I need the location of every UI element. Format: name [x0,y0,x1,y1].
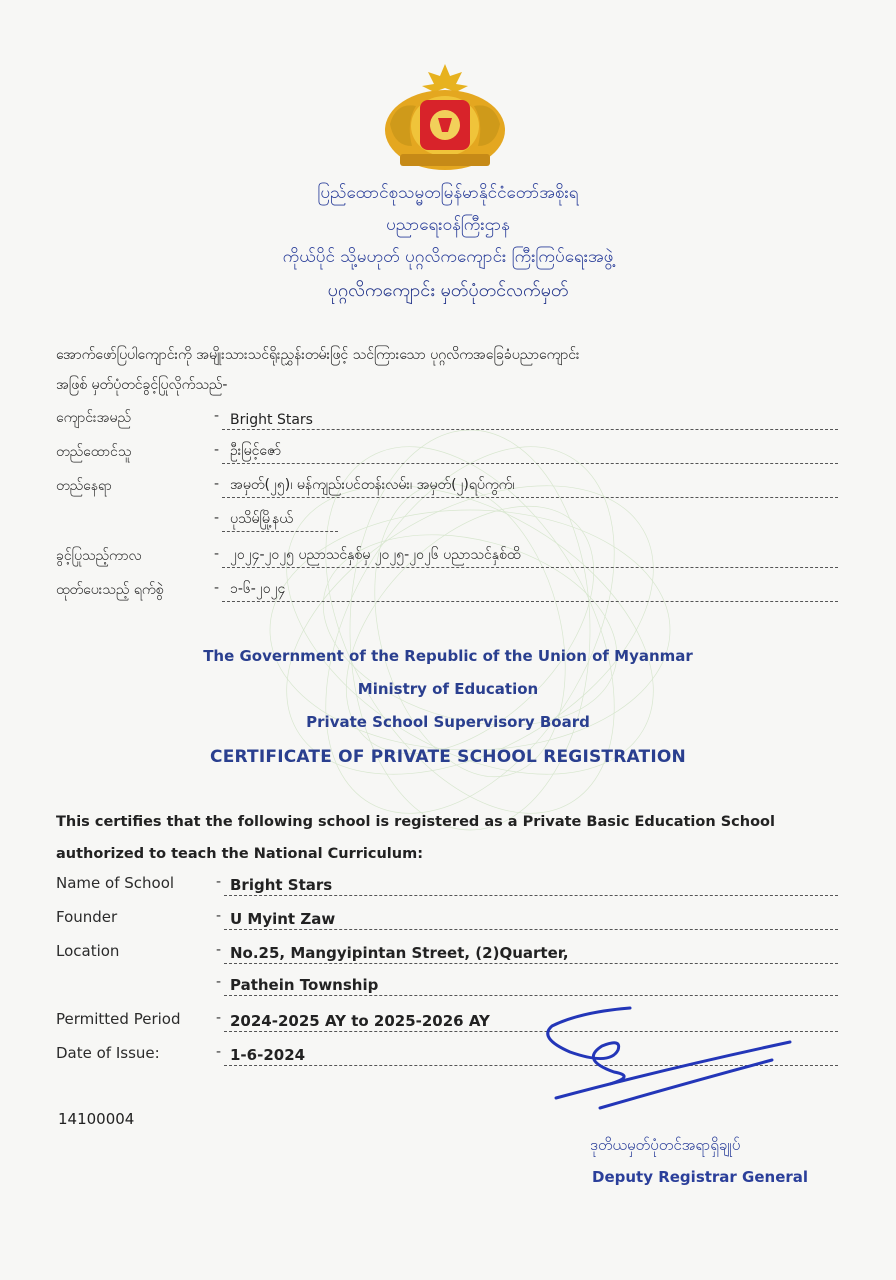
english-field-school-name: Name of School - Bright Stars [56,870,838,898]
field-label: တည်ထောင်သူ [56,444,132,460]
english-board-heading: Private School Supervisory Board [306,713,590,731]
field-underline [224,929,838,930]
field-value: ၁-၆-၂၀၂၄ [230,581,286,597]
english-field-founder: Founder - U Myint Zaw [56,904,838,932]
field-label: Location [56,942,120,960]
english-ministry-heading: Ministry of Education [357,680,539,698]
serial-number: 14100004 [58,1110,135,1128]
myanmar-field-date-of-issue: ထုတ်ပေးသည့် ရက်စွဲ - ၁-၆-၂၀၂၄ [56,576,838,604]
english-body-line-1: This certifies that the following school is registered as a Private Basic Education School [56,814,775,830]
field-label: Date of Issue: [56,1044,160,1062]
field-value: Bright Stars [230,876,333,894]
field-value: Pathein Township [230,976,379,994]
field-value: 2024-2025 AY to 2025-2026 AY [230,1012,490,1030]
field-underline [222,531,338,532]
field-value: ၂၀၂၄-၂၀၂၅ ပညာသင်နှစ်မှ ၂၀၂၅-၂၀၂၆ ပညာသင်နှစ်ထိ [230,547,521,563]
field-label: Permitted Period [56,1010,181,1028]
field-label: Name of School [56,874,175,892]
myanmar-body-line-1: အောက်ဖော်ပြပါကျောင်းကို အမျိုးသားသင်ရိုးညွှန်းတမ်းဖြင့် သင်ကြားသော ပုဂ္ဂလိကအခြေခံပညာကျောင်း [56,347,580,363]
english-field-date-of-issue: Date of Issue: - 1-6-2024 [56,1040,838,1068]
myanmar-certificate-title: ပုဂ္ဂလိကကျောင်း မှတ်ပုံတင်လက်မှတ် [327,280,569,301]
signatory-title-english: Deputy Registrar General [592,1168,809,1186]
myanmar-field-location: တည်နေရာ - အမှတ်(၂၅)၊ မန်ကျည်းပင်တန်းလမ်း၊ အမှတ်(၂)ရပ်ကွက်၊ [56,472,838,500]
field-value: Bright Stars [230,412,313,428]
myanmar-field-founder: တည်ထောင်သူ - ဦးမြင့်ဇော် [56,438,838,466]
field-underline [224,895,838,896]
myanmar-field-school-name: ကျောင်းအမည် - Bright Stars [56,404,838,432]
field-underline [222,567,838,568]
field-value: No.25, Mangyipintan Street, (2)Quarter, [230,944,569,962]
field-label: Founder [56,908,118,926]
myanmar-body-line-2: အဖြစ် မှတ်ပုံတင်ခွင့်ပြုလိုက်သည်- [56,377,228,393]
field-label: ကျောင်းအမည် [56,410,131,426]
english-field-location-line-2: - Pathein Township [56,970,838,998]
field-value: 1-6-2024 [230,1046,306,1064]
myanmar-ministry-heading: ပညာရေးဝန်ကြီးဌာန [386,215,510,235]
english-government-heading: The Government of the Republic of the Union of Myanmar [203,647,693,665]
field-value: U Myint Zaw [230,910,336,928]
myanmar-field-location-line-2: - ပုသိမ်မြို့နယ် [56,506,838,534]
field-underline [222,497,838,498]
field-label: တည်နေရာ [56,478,112,494]
myanmar-government-heading: ပြည်ထောင်စုသမ္မတမြန်မာနိုင်ငံတော်အစိုးရ [317,183,579,203]
myanmar-board-heading: ကိုယ်ပိုင် သို့မဟုတ် ပုဂ္ဂလိကကျောင်း ကြီးကြပ်ရေးအဖွဲ့ [282,247,614,267]
handwritten-signature [540,990,840,1110]
english-field-permitted-period: Permitted Period - 2024-2025 AY to 2025-2026 AY [56,1006,838,1034]
field-value: အမှတ်(၂၅)၊ မန်ကျည်းပင်တန်းလမ်း၊ အမှတ်(၂)ရပ်ကွက်၊ [230,477,515,493]
field-underline [222,601,838,602]
field-underline [224,963,838,964]
state-seal-emblem-icon [376,62,514,174]
field-underline [222,429,838,430]
field-label: ထုတ်ပေးသည့် ရက်စွဲ [56,582,164,598]
field-underline [222,463,838,464]
myanmar-field-permitted-period: ခွင့်ပြုသည့်ကာလ - ၂၀၂၄-၂၀၂၅ ပညာသင်နှစ်မှ ၂၀၂၅-၂၀၂၆ ပညာသင်နှစ်ထိ [56,542,838,570]
english-body-line-2: authorized to teach the National Curriculum: [56,846,424,862]
field-label: ခွင့်ပြုသည့်ကာလ [56,548,142,564]
signatory-title-myanmar: ဒုတိယမှတ်ပုံတင်အရာရှိချုပ် [590,1136,741,1154]
field-value: ပုသိမ်မြို့နယ် [230,511,293,527]
english-field-location: Location - No.25, Mangyipintan Street, (2)Quarter, [56,938,838,966]
english-certificate-title: CERTIFICATE OF PRIVATE SCHOOL REGISTRATION [210,747,686,767]
field-value: ဦးမြင့်ဇော် [230,443,282,459]
